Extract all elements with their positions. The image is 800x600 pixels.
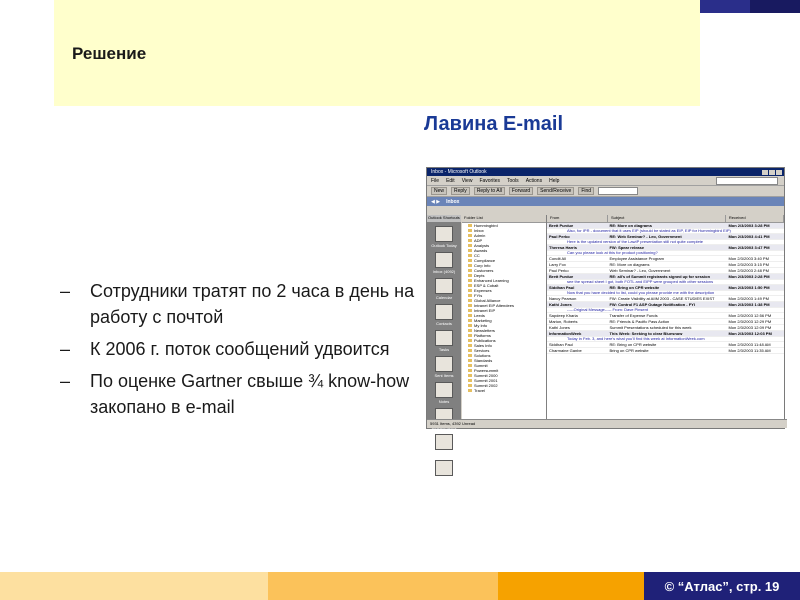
folder-icon [468, 299, 472, 302]
message-subject: RE: More on diagrams [609, 262, 650, 267]
bullet-marker: – [60, 339, 71, 359]
message-preview: see the spread sheet I got, both FOTL and EIPP were grouped with other sessions [547, 280, 784, 285]
message-subject: RE: Bring on CPR website [609, 342, 657, 347]
shortcut-label: Notes [438, 399, 450, 404]
menu-item: View [461, 177, 473, 184]
menu-item: Tools [507, 177, 519, 184]
folder-label: Corp Info [474, 263, 491, 268]
folder-label: Customers [474, 268, 494, 273]
message-from: Kathi Jones [549, 325, 570, 330]
folder-label: ADP [474, 238, 483, 243]
message-subject: RE: More on diagrams [609, 223, 652, 228]
column-header: Subject [608, 215, 726, 222]
folder-icon [468, 354, 472, 357]
outlook-message-list [547, 215, 784, 420]
message-subject: FW: Create Visibility at AIIM 2003 - CASE STUDIES EXIST [609, 296, 715, 301]
message-subject: FW: Control F1 ASP Outage Notification - FYI [609, 302, 695, 307]
message-subject: This Week: Seeking to clear Bluesnow [609, 331, 683, 336]
folder-label: Newsletters [474, 328, 495, 333]
folder-list-header: Folder List [462, 215, 546, 223]
folder-icon [468, 259, 472, 262]
bullet-list [60, 278, 420, 426]
outlook-menu-bar [427, 176, 784, 186]
footer-page-box [644, 572, 800, 600]
slide-title: Решение [72, 44, 147, 63]
shortcut-label: Calendar [435, 295, 453, 300]
close-icon [776, 170, 782, 175]
folder-icon [468, 309, 472, 312]
footer-band-mid [268, 572, 498, 600]
footer-band-light [0, 572, 268, 600]
bullet-text: По оценке Gartner свыше ¾ know-how закопано в e-mail [90, 371, 410, 417]
menu-item: Edit [446, 177, 455, 184]
folder-label: Intranet EIP Attendees [474, 303, 514, 308]
message-preview: -----Original Message----- From: Dave Pinsent [547, 308, 784, 313]
search-field [598, 187, 638, 195]
shortcut-label: Sent Items [434, 373, 454, 378]
message-received: Mon 2/3/2003 3:15 PM [728, 262, 769, 267]
message-preview: Here is the updated version of the LawIP presentation still not quite complete [547, 240, 784, 245]
message-received: Mon 2/3/2003 12:09 PM [728, 325, 772, 330]
shortcut-icon [435, 278, 453, 294]
bullet-item [60, 368, 420, 420]
shortcut-icon [435, 460, 453, 476]
folder-label: Summit 2000 [474, 373, 498, 378]
folder-icon [468, 229, 472, 232]
bullet-marker: – [60, 281, 71, 301]
folder-icon [468, 224, 472, 227]
title-band [54, 0, 700, 106]
column-header: From [547, 215, 608, 222]
folder-icon [468, 314, 472, 317]
folder-icon [468, 374, 472, 377]
toolbar-button: Find [578, 187, 594, 195]
toolbar-button: Forward [509, 187, 533, 195]
message-from: Kathi Jones [549, 302, 572, 307]
shortcut-label: Outlook Today [431, 243, 457, 248]
shortcut-icon [435, 356, 453, 372]
outlook-folder-bar [427, 197, 784, 206]
message-received: Mon 2/3/2003 12:29 PM [728, 319, 772, 324]
message-from: Paul Perko [549, 268, 569, 273]
bullet-marker: – [60, 371, 71, 391]
message-subject: Summit Presentations scheduled for this week [609, 325, 692, 330]
folder-label: CC [474, 253, 480, 258]
outlook-status-bar: 5931 Items, 4392 Unread [427, 419, 787, 428]
folder-label: Marketing [474, 318, 492, 323]
folder-icon [468, 249, 472, 252]
outlook-folder-list [462, 215, 547, 420]
menu-item: Help [549, 177, 560, 184]
shortcut-label: Tasks [438, 347, 450, 352]
folder-label: Global Alliance [474, 298, 501, 303]
folder-icon [468, 349, 472, 352]
message-from: Brett Purdue [549, 223, 574, 228]
folder-label: Summit 2001 [474, 378, 498, 383]
message-received: Mon 2/3/2003 3:28 PM [728, 223, 770, 228]
folder-icon [468, 329, 472, 332]
message-list-header [547, 215, 784, 223]
shortcut-icon [435, 382, 453, 398]
folder-label: Summit [474, 363, 488, 368]
outlook-screenshot [426, 167, 785, 482]
outlook-window-title: Inbox - Microsoft Outlook [431, 169, 487, 175]
folder-label: Hummingbird [474, 223, 498, 228]
folder-icon [468, 279, 472, 282]
slide-subtitle: Лавина E-mail [424, 113, 564, 135]
message-received: Mon 2/3/2003 12:03 PM [728, 331, 772, 336]
message-from: Nancy Pearson [549, 296, 577, 301]
message-from: InformationWeek [549, 331, 582, 336]
folder-label: Powersummit [474, 368, 499, 373]
bullet-item [60, 278, 420, 330]
folder-label: Publications [474, 338, 496, 343]
message-received: Mon 2/3/2003 2:28 PM [728, 274, 770, 279]
ask-question-field [716, 177, 778, 185]
shortcut-label: Other Shortcuts [429, 477, 458, 482]
folder-icon [468, 389, 472, 392]
shortcut-icon [435, 226, 453, 242]
message-subject: RE: Bring on CPR website [609, 285, 660, 290]
folder-label: Enhanced Learning [474, 278, 509, 283]
folder-icon [468, 254, 472, 257]
folder-label: Travel [474, 388, 485, 393]
message-received: Mon 2/3/2003 3:47 PM [728, 245, 770, 250]
folder-label: Expenses [474, 288, 492, 293]
folder-icon [468, 334, 472, 337]
folder-bar-title: Inbox [446, 198, 460, 205]
shortcut-icon [435, 304, 453, 320]
message-from: Siddhan Paul [549, 285, 575, 290]
shortcut-label: Contacts [436, 321, 452, 326]
folder-label: Intranet EIP [474, 308, 496, 313]
folder-icon [468, 359, 472, 362]
folder-icon [468, 344, 472, 347]
message-subject: FW: Spear release [609, 245, 645, 250]
folder-icon [468, 234, 472, 237]
message-received: Mon 2/3/2003 1:38 PM [728, 302, 770, 307]
bullet-text: Сотрудники тратят по 2 часа в день на работу с почтой [90, 281, 415, 327]
folder-icon [468, 369, 472, 372]
minimize-icon [762, 170, 768, 175]
menu-item: Favorites [479, 177, 500, 184]
footer-page-label: © “Атлас”, стр. 19 [664, 578, 780, 594]
folder-label: Summit 2002 [474, 383, 498, 388]
folder-icon [468, 384, 472, 387]
message-received: Mon 2/3/2003 1:49 PM [728, 296, 769, 301]
column-header: Received [726, 215, 784, 222]
message-from: Larry Fox [549, 262, 566, 267]
message-from: Brett Purdue [549, 274, 574, 279]
menu-item: Actions [525, 177, 543, 184]
toolbar-button: Reply to All [474, 187, 505, 195]
message-from: Condit All [549, 256, 566, 261]
bullet-item [60, 336, 420, 362]
folder-icon [468, 379, 472, 382]
folder-label: Compliance [474, 258, 496, 263]
message-received: Mon 2/3/2003 4:41 PM [728, 234, 770, 239]
folder-label: Platforms [474, 333, 491, 338]
menu-item: File [431, 177, 440, 184]
message-subject: Employee Assistance Program [609, 256, 664, 261]
folder-label: Inbox [474, 228, 484, 233]
folder-icon [468, 269, 472, 272]
folder-label: Solutions [474, 353, 491, 358]
message-subject: Web Seminar? - Leo, Government [609, 268, 671, 273]
message-received: Mon 2/3/2003 2:48 PM [728, 268, 769, 273]
outlook-toolbar [427, 186, 784, 197]
toolbar-button: Reply [451, 187, 470, 195]
shortcut-icon [435, 252, 453, 268]
message-from: Marion, Roberts [549, 319, 578, 324]
top-right-accent-dark [750, 0, 800, 13]
message-preview: Also, for IPR - document that it uses EIP (should be stated as EIP, EIP for Hummingbird EIP) [547, 229, 784, 234]
message-subject: RE: all's of Summit registrants signed up for session [609, 274, 711, 279]
message-received: Mon 2/3/2003 3:40 PM [728, 256, 769, 261]
maximize-icon [769, 170, 775, 175]
folder-icon [468, 274, 472, 277]
folder-label: Standards [474, 358, 493, 363]
folder-icon [468, 364, 472, 367]
shortcut-label: Inbox (4092) [432, 269, 456, 274]
folder-icon [468, 239, 472, 242]
message-row [547, 348, 784, 354]
message-subject: RE: Friends & Pacific Pass Action [609, 319, 670, 324]
message-from: Sapdeep Kharia [549, 313, 578, 318]
folder-icon [468, 319, 472, 322]
folder-label: Leeds [474, 313, 485, 318]
toolbar-button: New [431, 187, 447, 195]
folder-label: My Info [474, 323, 488, 328]
folder-label: ESP & Cobalt [474, 283, 499, 288]
outlook-title-bar [427, 168, 784, 176]
folder-bar-arrow-icon: ◀ ▶ [431, 198, 441, 205]
message-received: Mon 2/3/2003 11:35 AM [728, 348, 771, 353]
folder-icon [468, 324, 472, 327]
folder-icon [468, 304, 472, 307]
folder-label: Awards [474, 248, 488, 253]
shortcut-icon [435, 330, 453, 346]
folder-icon [468, 244, 472, 247]
footer-band-dark [498, 572, 644, 600]
folder-label: Depts [474, 273, 485, 278]
message-subject: Bring on CPR website [609, 348, 649, 353]
message-received: Mon 2/3/2003 1:50 PM [728, 285, 770, 290]
message-preview: Today in Feb. 3, and here's what you'll find this week at InformationWeek.com [547, 337, 784, 342]
message-subject: RE: Web Seminar? - Leo, Government [609, 234, 682, 239]
folder-icon [468, 289, 472, 292]
folder-label: Services [474, 348, 490, 353]
message-from: Siddhan Paul [549, 342, 573, 347]
folder-icon [468, 294, 472, 297]
folder-label: Sales Info [474, 343, 492, 348]
toolbar-button: Send/Receive [537, 187, 574, 195]
folder-item [462, 388, 546, 393]
message-received: Mon 2/3/2003 11:48 AM [728, 342, 771, 347]
shortcut-label: My Shortcuts [432, 451, 456, 456]
folder-label: Analysts [474, 243, 490, 248]
folder-icon [468, 284, 472, 287]
message-from: Paul Perko [549, 234, 570, 239]
folder-icon [468, 264, 472, 267]
shortcuts-header: Outlook Shortcuts [428, 215, 460, 220]
folder-label: Admin [474, 233, 486, 238]
shortcut-icon [435, 434, 453, 450]
message-preview: Can you please look at this for product positioning? [547, 251, 784, 256]
message-from: Charmaine Ganbe [549, 348, 582, 353]
message-from: Theresa Harris [549, 245, 578, 250]
message-received: Mon 2/3/2003 12:56 PM [728, 313, 772, 318]
folder-icon [468, 339, 472, 342]
message-preview: Now that you have decided to list, could you please provide me with the description [547, 291, 784, 296]
folder-label: FYIs [474, 293, 483, 298]
message-subject: Transfer of Expense Funds [609, 313, 658, 318]
bullet-text: К 2006 г. поток сообщений удвоится [90, 339, 390, 359]
